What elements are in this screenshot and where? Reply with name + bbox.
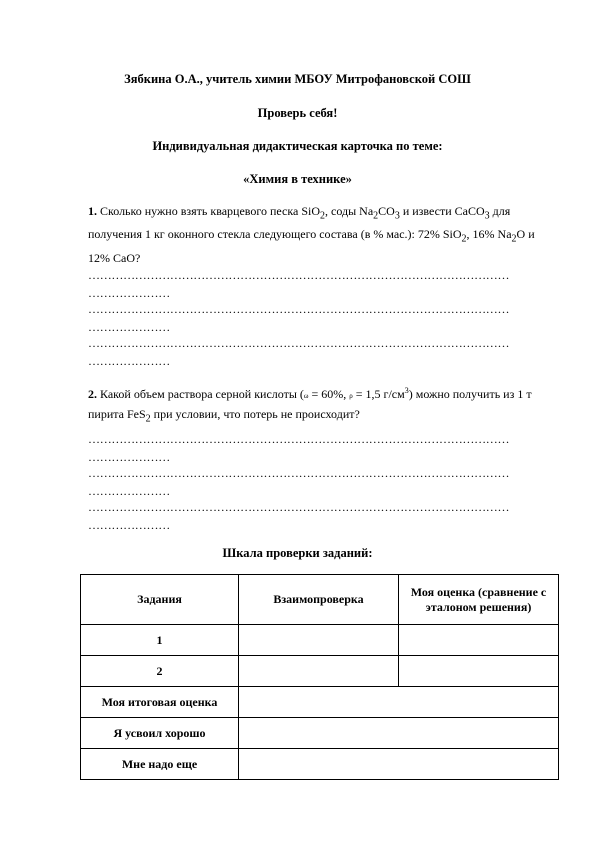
rho-symbol: ρ bbox=[349, 392, 353, 400]
answer-line-2-c: ……………………………………………………………………………………………… bbox=[88, 500, 510, 514]
answer-line-2-b: ……………………………………………………………………………………………… bbox=[88, 466, 510, 480]
table-row bbox=[81, 687, 559, 718]
scale-title: Шкала проверки заданий: bbox=[222, 546, 373, 560]
table-row bbox=[81, 718, 559, 749]
omega-symbol: ω bbox=[303, 392, 309, 400]
answer-line-1-b-end: ………………… bbox=[88, 320, 170, 334]
final-grade-cell bbox=[239, 687, 559, 718]
need-more-label: Мне надо еще bbox=[81, 749, 239, 780]
task-2-label: 2 bbox=[81, 656, 239, 687]
answer-line-1-a: ……………………………………………………………………………………………… bbox=[88, 268, 510, 282]
table-header-row bbox=[81, 575, 559, 625]
task-1-grade-cell bbox=[399, 625, 559, 656]
table-row bbox=[81, 625, 559, 656]
header-my-grade: Моя оценка (сравнение с эталоном решения) bbox=[399, 575, 559, 625]
page-title: Проверь себя! bbox=[257, 106, 338, 120]
topic-line: «Химия в технике» bbox=[243, 172, 352, 186]
table-row bbox=[81, 656, 559, 687]
answer-line-1-b: ……………………………………………………………………………………………… bbox=[88, 302, 510, 316]
question-1: 1. Сколько нужно взять кварцевого песка SiO$_2$, соды $Na_2CO_3$ и извести CaCO$_3$ для получения 1 кг оконного стекла следующего состава (в % мас.): 72% SiO$_2$, 16% $Na_2O$ и 12% CaO? bbox=[88, 204, 535, 265]
header-tasks: Задания bbox=[81, 575, 239, 625]
answer-line-2-c-end: ………………… bbox=[88, 518, 170, 532]
answer-line-2-b-end: ………………… bbox=[88, 484, 170, 498]
header-peer-check: Взаимопроверка bbox=[239, 575, 399, 625]
task-2-grade-cell bbox=[399, 656, 559, 687]
task-2-peer-cell bbox=[239, 656, 399, 687]
answer-line-2-a: ……………………………………………………………………………………………… bbox=[88, 432, 510, 446]
final-grade-label: Моя итоговая оценка bbox=[81, 687, 239, 718]
need-more-cell bbox=[239, 749, 559, 780]
author-line: Зябкина О.А., учитель химии МБОУ Митрофановской СОШ bbox=[124, 72, 471, 86]
answer-line-1-a-end: ………………… bbox=[88, 286, 170, 300]
card-subtitle: Индивидуальная дидактическая карточка по теме: bbox=[152, 139, 443, 153]
question-2: 2. Какой объем раствора серной кислоты (ω = 60%, ρ = 1,5 $г/см^3$) можно получить из 1 т пирита FeS$_2$ при условии, что потерь не происходит? bbox=[88, 386, 532, 425]
answer-line-1-c: ……………………………………………………………………………………………… bbox=[88, 336, 510, 350]
learned-well-cell bbox=[239, 718, 559, 749]
question-2-number: 2. bbox=[88, 387, 97, 401]
answer-line-2-a-end: ………………… bbox=[88, 450, 170, 464]
learned-well-label: Я усвоил хорошо bbox=[81, 718, 239, 749]
task-1-peer-cell bbox=[239, 625, 399, 656]
grading-table bbox=[80, 574, 559, 780]
task-1-label: 1 bbox=[81, 625, 239, 656]
table-row bbox=[81, 749, 559, 780]
question-1-number: 1. bbox=[88, 204, 97, 218]
answer-line-1-c-end: ………………… bbox=[88, 354, 170, 368]
